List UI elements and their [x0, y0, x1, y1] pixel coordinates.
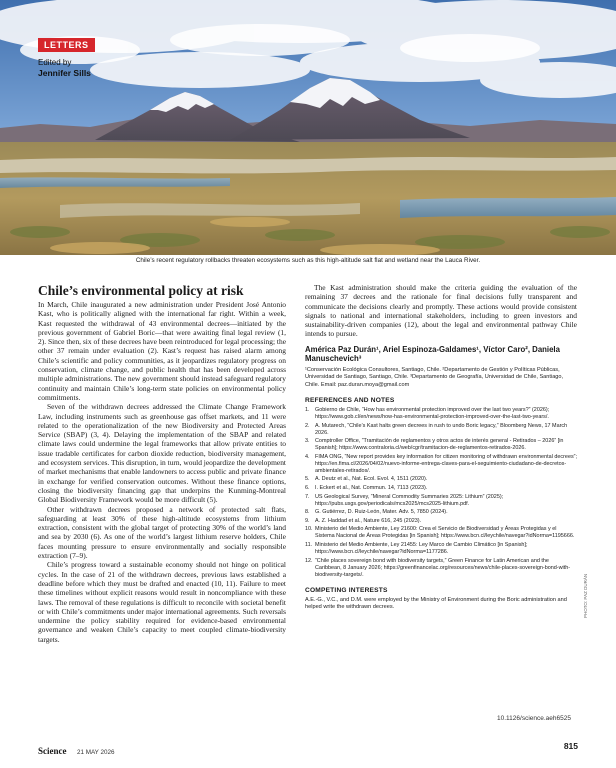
paragraph: Other withdrawn decrees proposed a network of protected salt flats, safeguarding at least 30% of these high-altitude ecosystems from lithium extraction, consistent with the global target of protecting 30% of the world’s land and sea by 2030 (6). As one of the world’s largest lithium reserve holders, Chile faces mounting pressure to ensure environmentally and socially responsible extraction (7–9).	[38, 504, 286, 561]
reference-text: FIMA ONG, “New report provides key information for citizen monitoring of withdrawn environmental decrees”; https://en.fima.cl/2026/04/02/nuevo-informe-entrega-claves-para-el-seguimiento-ciudadano-de-decretos-ambientales-retirados/.	[315, 453, 578, 474]
reference-item	[305, 476, 577, 483]
reference-number: 4.	[305, 453, 310, 460]
page-number: 815	[563, 741, 578, 751]
reference-number: 3.	[305, 438, 310, 445]
author-list: América Paz Durán¹, Ariel Espinoza-Galdames¹, Víctor Caro², Daniela Manuschevich³	[305, 344, 560, 364]
reference-item	[305, 526, 577, 540]
competing-interests-heading: COMPETING INTERESTS	[305, 586, 388, 594]
reference-number: 8.	[305, 509, 310, 516]
reference-text: A. Deutz et al., Nat. Ecol. Evol. 4, 1511 (2020).	[315, 476, 428, 483]
reference-text: Ministerio del Medio Ambiente, Ley 21455: Ley Marco de Cambio Climático [in Spanish]; https://www.bcn.cl/leychile/navegar?idNorma=1177286.	[315, 541, 528, 555]
reference-number: 9.	[305, 517, 310, 524]
references-heading: REFERENCES AND NOTES	[305, 397, 395, 404]
reference-item	[305, 494, 577, 508]
editor-name: Jennifer Sills	[38, 68, 91, 78]
page-footer	[38, 741, 578, 755]
reference-text: Ministerio del Medio Ambiente, Ley 21600: Crea el Servicio de Biodiversidad y Áreas Protegidas y el Sistema Nacional de Áreas Protegidas [in Spanish]; https://www.bcn.cl/leychile/navegar?idNorma=1195666.	[315, 526, 575, 540]
reference-text: US Geological Survey, “Mineral Commodity Summaries 2025: Lithium” (2025); https://pubs.usgs.gov/periodicals/mcs2025/mcs2025-lithium.pdf.	[315, 493, 504, 507]
reference-number: 6.	[305, 484, 310, 491]
reference-item	[305, 454, 577, 475]
letter-title: Chile’s environmental policy at risk	[38, 283, 244, 298]
reference-item	[305, 542, 577, 556]
reference-item	[305, 423, 577, 437]
reference-text: Gobierno de Chile, “How has environmental protection improved over the last two years?” (2026); https://www.gob.cl/en/news/how-has-environmental-protection-improved-over-the-last-two-years/.	[315, 407, 550, 420]
reference-item	[305, 509, 577, 516]
paragraph: Seven of the withdrawn decrees addressed the Climate Change Framework Law, including instruments such as greenhouse gas offset markets, and 11 were related to the operationalization of the new Biodiversity and Protected Areas Service (SBAP) (3, 4). Delaying the implementation of the SBAP and related climate laws could undermine the legal frameworks that allow private entities to issue tradable certificates for carbon dioxide reduction, biodiversity management, and ecosystem services. This disruption, in turn, would jeopardize the development of market mechanisms that enable landowners to access public and private finance in exchange for verified conservation outcomes. Without these finance options, closing the biodiversity financing gap that underpins the Kunming-Montreal Global Biodiversity Framework would be more difficult (5).	[38, 402, 286, 505]
right-column	[305, 283, 577, 611]
reference-item	[305, 558, 577, 579]
reference-list	[305, 407, 577, 579]
editor-credit	[38, 58, 91, 79]
reference-number: 11.	[305, 541, 313, 548]
reference-number: 5.	[305, 476, 310, 483]
reference-number: 12.	[305, 557, 313, 564]
reference-number: 1.	[305, 407, 310, 413]
journal-name: Science	[38, 746, 67, 756]
reference-number: 2.	[305, 422, 310, 429]
paragraph: The Kast administration should make the criteria guiding the evaluation of the remaining 37 decrees and the rationale for final decisions fully transparent and communicate the decisions clearly and promptly. These actions would provide consistent signals to national and international stakeholders, including to green investors and sustainability-driven companies (12), about the legal and environmental pathway Chile intends to pursue.	[305, 283, 577, 339]
reference-text: A. Mutarech, “Chile’s Kast halts green decrees in rush to undo Boric legacy,” Bloomberg News, 17 March 2026.	[315, 422, 568, 436]
reference-number: 10.	[305, 526, 313, 533]
issue-date: 21 MAY 2026	[76, 749, 115, 756]
competing-interests-text: A.E.-G., V.C., and D.M. were employed by the Ministry of Environment during the Boric administration and helped write the withdrawn decrees.	[305, 596, 567, 610]
reference-text: I. Eckert et al., Nat. Commun. 14, 7113 (2023).	[315, 484, 428, 491]
reference-text: G. Gutiérrez, D. Ruiz-León, Mater. Adv. 5, 7850 (2024).	[315, 509, 448, 516]
reference-text: Comptroller Office, “Tramitación de reglamentos y otros actos de interés general - Retirados – 2026” [in Spanish]; https://www.contraloria.cl/web/cgr/tramitacion-de-reglamentos-retirados-2026.	[315, 438, 564, 452]
left-column	[38, 277, 286, 644]
reference-item	[305, 485, 577, 492]
section-tag: LETTERS	[38, 38, 95, 52]
photo-credit: PHOTO: PAZ DURÁN	[583, 573, 588, 618]
reference-text: A. Z. Haddad et al., Nature 616, 245 (2023).	[315, 517, 422, 524]
affiliations: ¹Conservación Ecológica Consultores, Santiago, Chile. ²Departamento de Gestión y Políticas Públicas, Universidad de Santiago, Santiago, Chile. ³Departamento de Geografía, Universidad de Chile, Santiago, Chile. Email: paz.duran.moya@gmail.com	[305, 366, 564, 388]
photo-caption: Chile’s recent regulatory rollbacks threaten ecosystems such as this high-altitude salt flat and wetland near the Lauca River.	[135, 257, 481, 264]
paragraph: Chile’s progress toward a sustainable economy should not hinge on political cycles. In the case of 21 of the withdrawn decrees, previous laws established a deadline before which they must be drafted and enacted (10, 11). Failure to meet these timelines without explicit reasons would result in noncompliance with these laws. The removal of these regulations is difficult to reconcile with societal benefit or with Chile’s commitments under major international agreements. Such reversals undermine the policy stability required for evidence-based environmental governance and weaken Chile’s capacity to meet coupled climate-biodiversity targets.	[38, 560, 286, 644]
reference-number: 7.	[305, 493, 310, 500]
reference-item	[305, 438, 577, 452]
reference-text: “Chile places sovereign bond with biodiversity targets,” Green Finance for Latin American and the Caribbean, 8 January 2026; https://greenfinancelac.org/resources/news/chile-places-sovereign-bond-with-biodiversity-targets/.	[315, 557, 571, 578]
reference-item	[305, 407, 577, 421]
reference-item	[305, 518, 577, 525]
doi: 10.1126/science.aeh6525	[497, 715, 571, 722]
paragraph: In March, Chile inaugurated a new administration under President José Antonio Kast, who is politically aligned with the international far right. Within a week, Kast requested the withdrawal of 43 environmental decrees—initiated by the previous government of Gabriel Boric—that were awaiting final legal review (1, 2). Since then, six of these decrees have been reintroduced for legal processing; the other 37 remain under evaluation (2). Kast’s request has raised alarm among Chile’s scientific and policy communities, as it jeopardizes regulatory progress on conservation, climate change, and public health that has been developed across multiple administrations. The new government should instead safeguard regulatory continuity and maintain Chile’s long-term state policies on environmental policy commitments.	[38, 300, 286, 402]
edited-by-label: Edited by	[38, 58, 72, 67]
